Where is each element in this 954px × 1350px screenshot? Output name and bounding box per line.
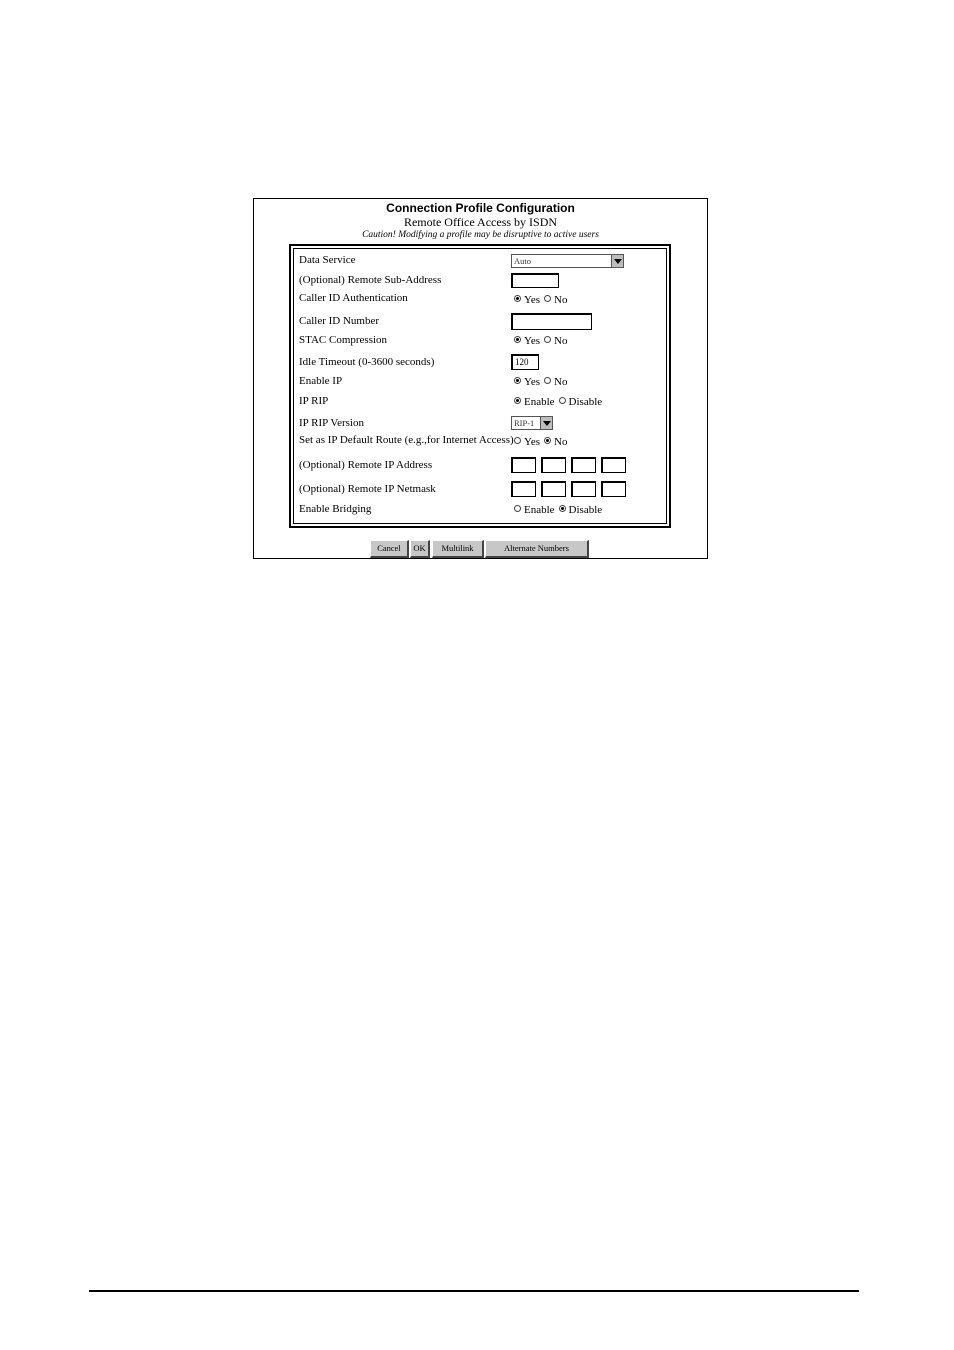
ip-rip-version-select[interactable] — [511, 416, 553, 430]
remote-netmask-octet-3[interactable] — [571, 481, 596, 497]
default-route-radio-group — [514, 436, 571, 448]
option-label: No — [554, 335, 568, 347]
stac-no-option[interactable] — [544, 335, 567, 347]
caller-id-auth-yes-option[interactable] — [514, 294, 540, 306]
option-label: Enable — [524, 504, 555, 516]
remote-ip-octet-3[interactable] — [571, 457, 596, 473]
radio-icon[interactable] — [559, 397, 566, 404]
enable-ip-radio-group — [514, 376, 571, 388]
remote-ip-address-label: (Optional) Remote IP Address — [299, 459, 433, 471]
data-service-label: Data Service — [299, 254, 356, 266]
remote-netmask-octet-4[interactable] — [601, 481, 626, 497]
caller-id-auth-radio-group — [514, 294, 571, 306]
enable-ip-label: Enable IP — [299, 375, 343, 387]
ip-rip-disable-option[interactable] — [559, 396, 603, 408]
chevron-down-icon[interactable] — [611, 255, 623, 267]
bridging-enable-option[interactable] — [514, 504, 555, 516]
footer-rule — [89, 1290, 859, 1292]
page-title: Connection Profile Configuration — [386, 201, 575, 215]
ip-rip-label: IP RIP — [299, 395, 329, 407]
remote-ip-octet-1[interactable] — [511, 457, 536, 473]
option-label: Enable — [524, 396, 555, 408]
radio-selected-icon[interactable] — [544, 437, 551, 444]
radio-selected-icon[interactable] — [514, 336, 521, 343]
stac-compression-label: STAC Compression — [299, 334, 388, 346]
option-label: Yes — [524, 376, 541, 388]
idle-timeout-input[interactable]: 120 — [511, 354, 539, 370]
remote-ip-octet-4[interactable] — [601, 457, 626, 473]
ip-rip-version-value: RIP-1 — [514, 418, 535, 428]
radio-icon[interactable] — [514, 437, 521, 444]
idle-timeout-label: Idle Timeout (0-3600 seconds) — [299, 356, 435, 368]
option-label: Disable — [568, 504, 603, 516]
radio-icon[interactable] — [544, 377, 551, 384]
radio-icon[interactable] — [544, 295, 551, 302]
remote-ip-octet-2[interactable] — [541, 457, 566, 473]
page-subtitle: Remote Office Access by ISDN — [403, 215, 558, 229]
caller-id-auth-no-option[interactable] — [544, 294, 567, 306]
bridging-disable-option[interactable] — [559, 504, 603, 516]
enable-bridging-label: Enable Bridging — [299, 503, 372, 515]
remote-ip-netmask-label: (Optional) Remote IP Netmask — [299, 483, 436, 495]
radio-selected-icon[interactable] — [514, 295, 521, 302]
option-label: Yes — [524, 294, 541, 306]
caller-id-number-label: Caller ID Number — [299, 315, 380, 327]
radio-selected-icon[interactable] — [559, 505, 566, 512]
radio-selected-icon[interactable] — [514, 397, 521, 404]
ok-button[interactable]: OK — [410, 540, 430, 558]
radio-icon[interactable] — [514, 505, 521, 512]
alternate-numbers-button[interactable]: Alternate Numbers — [485, 540, 589, 558]
caution-note: Caution! Modifying a profile may be disruptive to active users — [362, 230, 599, 240]
stac-yes-option[interactable] — [514, 335, 540, 347]
enable-bridging-radio-group — [514, 504, 606, 516]
option-label: Yes — [524, 436, 541, 448]
option-label: No — [554, 294, 568, 306]
caller-id-number-input[interactable] — [511, 313, 592, 330]
default-route-label: Set as IP Default Route (e.g.,for Internet Access) — [299, 434, 514, 446]
radio-selected-icon[interactable] — [514, 377, 521, 384]
chevron-down-icon[interactable] — [540, 417, 552, 429]
remote-sub-address-label: (Optional) Remote Sub-Address — [299, 274, 442, 286]
stac-compression-radio-group — [514, 335, 571, 347]
ip-rip-version-label: IP RIP Version — [299, 417, 364, 429]
option-label: No — [554, 376, 568, 388]
option-label: Disable — [568, 396, 603, 408]
remote-sub-address-input[interactable] — [511, 273, 559, 288]
remote-netmask-octet-1[interactable] — [511, 481, 536, 497]
option-label: Yes — [524, 335, 541, 347]
multilink-button[interactable]: Multilink — [432, 540, 484, 558]
default-route-yes-option[interactable] — [514, 436, 540, 448]
profile-form — [289, 244, 671, 528]
ip-rip-radio-group — [514, 396, 606, 408]
enable-ip-yes-option[interactable] — [514, 376, 540, 388]
cancel-button[interactable]: Cancel — [370, 540, 409, 558]
data-service-value: Auto — [514, 256, 531, 266]
data-service-select[interactable] — [511, 254, 624, 268]
caller-id-auth-label: Caller ID Authentication — [299, 292, 408, 304]
default-route-no-option[interactable] — [544, 436, 567, 448]
option-label: No — [554, 436, 568, 448]
remote-netmask-octet-2[interactable] — [541, 481, 566, 497]
enable-ip-no-option[interactable] — [544, 376, 567, 388]
ip-rip-enable-option[interactable] — [514, 396, 555, 408]
radio-icon[interactable] — [544, 336, 551, 343]
connection-profile-panel — [253, 198, 708, 559]
profile-form-inner — [293, 248, 667, 524]
